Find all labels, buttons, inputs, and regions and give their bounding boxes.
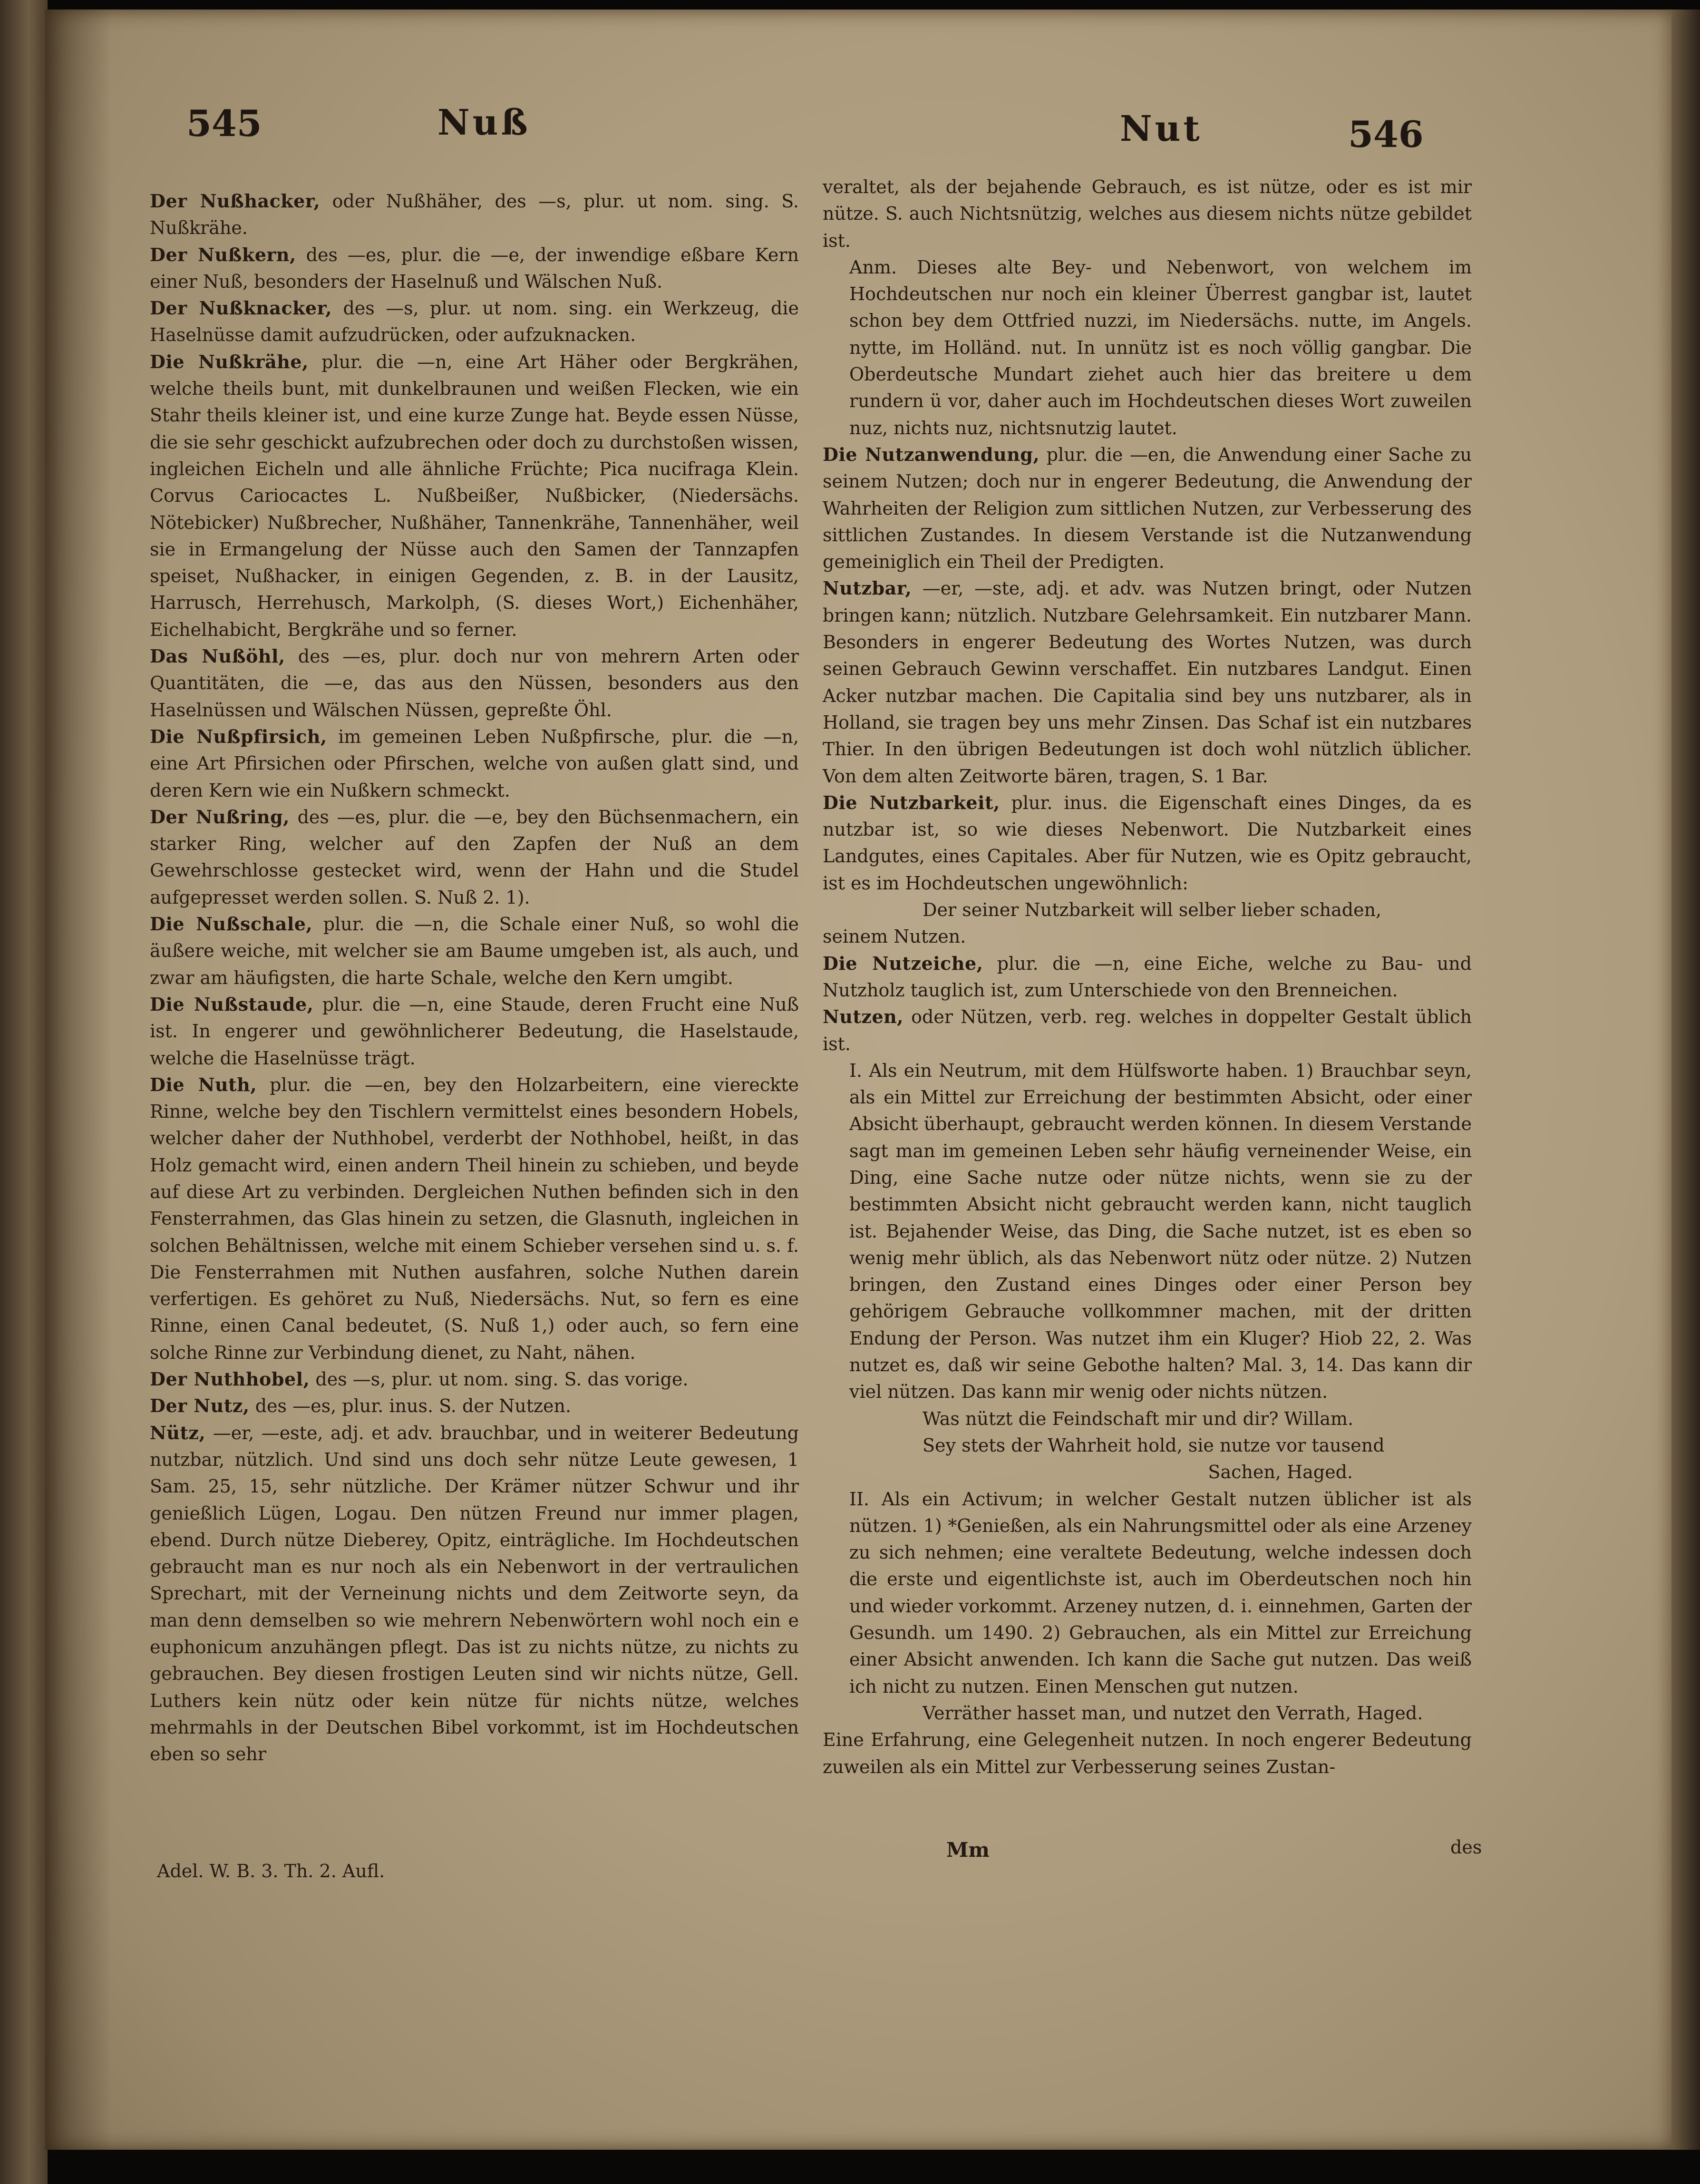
entry-body: plur. inus. die Eigenschaft eines Dinges, da es nutzbar ist, so wie dieses Nebenwort. Die Nutzbarkeit eines Landgutes, eines Capitales. Aber für Nutzen, wie es Opitz gebraucht, ist es im Hochdeutschen ungewöhnlich: bbox=[823, 792, 1472, 894]
lemma: Nutzbar, bbox=[823, 577, 912, 599]
verse-quote: Sey stets der Wahrheit hold, sie nutze vor tausend bbox=[923, 1434, 1385, 1456]
verse-quote: Sachen, Haged. bbox=[1208, 1462, 1353, 1483]
sense-paragraph: II. Als ein Activum; in welcher Gestalt nutzen üblicher ist als nützen. 1) *Genießen, als ein Nahrungsmittel oder als eine Arzeney zu sich nehmen; eine veraltete Bedeutung, welche indessen doch die erste und eigentlichste ist, auch im Oberdeutschen noch hin und wieder vorkommt. Arzeney nutzen, d. i. einnehmen, Garten der Gesundh. um 1490. 2) Gebrauchen, als ein Mittel zur Erreichung einer Absicht anwenden. Ich kann die Sache gut nutzen. Das weiß ich nicht zu nutzen. Einen Menschen gut nutzen. bbox=[849, 1488, 1472, 1697]
lemma: Die Nußstaude, bbox=[150, 993, 314, 1015]
sense-paragraph: I. Als ein Neutrum, mit dem Hülfsworte haben. 1) Brauchbar seyn, als ein Mittel zur Erreichung der bestimmten Absicht, oder einer Absicht überhaupt, gebraucht werden können. In diesem Verstande sagt man im gemeinen Leben sehr häufig verneinender Weise, ein Ding, eine Sache nutze oder nütze nichts, wenn sie zu der bestimmten Absicht nicht gebraucht werden kann, nicht tauglich ist. Bejahender Weise, das Ding, die Sache nutzet, ist es eben so wenig mehr üblich, als das Nebenwort nütz oder nütze. 2) Nutzen bringen, den Zustand eines Dinges oder einer Person bey gehörigem Gebrauche vollkommner machen, mit der dritten Endung der Person. Was nutzet ihm ein Kluger? Hiob 22, 2. Was nutzet es, daß wir seine Gebothe halten? Mal. 3, 14. Das kann dir viel nützen. Das kann mir wenig oder nichts nützen. bbox=[849, 1060, 1472, 1403]
page-edge bbox=[1671, 10, 1700, 2150]
lemma: Der Nußkern, bbox=[150, 244, 296, 265]
entry-body: des —s, plur. ut nom. sing. S. das vorige. bbox=[315, 1369, 689, 1390]
lemma: Die Nußpfirsich, bbox=[150, 725, 327, 747]
dictionary-entry bbox=[150, 723, 799, 804]
dictionary-entry bbox=[823, 575, 1472, 789]
lemma: Der Nußknacker, bbox=[150, 297, 332, 319]
dictionary-entry bbox=[150, 1420, 799, 1768]
entry-body: des —es, plur. die —e, bey den Büchsenmachern, ein starker Ring, welcher auf den Zapfen der Nuß an dem Gewehrschlosse gestecket wird, wenn der Hahn und die Studel aufgepresset werden sollen. S. Nuß 2. 1). bbox=[150, 806, 799, 908]
verse-quote: Der seiner Nutzbarkeit will selber lieber schaden, bbox=[923, 899, 1382, 921]
entry-body: oder Nützen, verb. reg. welches in doppelter Gestalt üblich ist. bbox=[823, 1006, 1472, 1054]
lemma: Der Nutz, bbox=[150, 1395, 250, 1417]
lemma: Der Nuthhobel, bbox=[150, 1368, 310, 1390]
entry-body: —er, —este, adj. et adv. brauchbar, und in weiterer Bedeutung nutzbar, nützlich. Und sind uns doch sehr nütze Leute gewesen, 1 Sam. 25, 15, sehr nützliche. Der Krämer nützer Schwur und ihr genießlich Lügen, Logau. Den nützen Freund nur immer plagen, ebend. Durch nütze Dieberey, Opitz, einträgliche. Im Hochdeutschen gebraucht man es nur noch als ein Nebenwort in der vertraulichen Sprechart, mit der Verneinung nichts und dem Zeitworte seyn, da man denn demselben so wie mehrern Nebenwörtern wohl noch ein e euphonicum anzuhängen pflegt. Das ist zu nichts nütze, zu nichts zu gebrauchen. Bey diesen frostigen Leuten sind wir nichts nütze, Gell. Luthers kein nütz oder kein nütze für nichts nütze, welches mehrmahls in der Deutschen Bibel vorkommt, ist im Hochdeutschen eben so sehr bbox=[150, 1422, 799, 1765]
dictionary-entry bbox=[823, 950, 1472, 1004]
entry-body: des —es, plur. inus. S. der Nutzen. bbox=[255, 1395, 572, 1417]
entry-body: des —es, plur. doch nur von mehrern Arten oder Quantitäten, die —e, das aus den Nüssen, besonders aus den Haselnüssen und Wälschen Nüssen, gepreßte Öhl. bbox=[150, 646, 799, 721]
dictionary-entry bbox=[150, 349, 799, 643]
gathering-signature: Mm bbox=[946, 1838, 990, 1862]
verse-quote: Verräther hasset man, und nutzet den Verrath, Haged. bbox=[923, 1702, 1423, 1724]
entry-body: plur. die —n, eine Staude, deren Frucht eine Nuß ist. In engerer und gewöhnlicherer Bedeutung, die Haselstaude, welche die Haselnüsse trägt. bbox=[150, 994, 799, 1069]
lemma: Das Nußöhl, bbox=[150, 645, 285, 667]
right-page-number: 546 bbox=[1348, 113, 1424, 156]
dictionary-entry bbox=[150, 1366, 799, 1393]
entry-body: plur. die —en, die Anwendung einer Sache zu seinem Nutzen; doch nur in engerer Bedeutung, die Anwendung der Wahrheiten der Religion zum sittlichen Nutzen, zur Verbesserung des sittlichen Zustandes. In diesem Verstande ist die Nutzanwendung gemeiniglich ein Theil der Predigten. bbox=[823, 444, 1472, 573]
left-running-head: Nuß bbox=[437, 102, 531, 143]
left-column bbox=[150, 188, 799, 1768]
entry-body: plur. die —n, eine Art Häher oder Bergkrähen, welche theils bunt, mit dunkelbraunen und weißen Flecken, wie ein Stahr theils kleiner ist, und eine kurze Zunge hat. Beyde essen Nüsse, die sie sehr geschickt aufzubrechen oder doch zu durchstoßen wissen, ingleichen Eicheln und alle ähnliche Früchte; Pica nucifraga Klein. Corvus Cariocactes L. Nußbeißer, Nußbicker, (Niedersächs. Nötebicker) Nußbrecher, Nußhäher, Tannenkrähe, Tannenhäher, weil sie in Ermangelung der Nüsse auch den Samen der Tannzapfen speiset, Nußhacker, in einigen Gegenden, z. B. in der Lausitz, Harrusch, Herrehusch, Markolph, (S. dieses Wort,) Eichenhäher, Eichelhabicht, Bergkrähe und so ferner. bbox=[150, 351, 799, 640]
dictionary-entry bbox=[150, 911, 799, 991]
continued-text: veraltet, als der bejahende Gebrauch, es ist nütze, oder es ist mir nütze. S. auch Nichtsnützig, welches aus diesem nichts nütze gebildet ist. bbox=[823, 176, 1472, 251]
dictionary-entry bbox=[823, 1004, 1472, 1057]
catchword: des bbox=[1450, 1837, 1482, 1858]
annotation: Anm. Dieses alte Bey- und Nebenwort, von welchem im Hochdeutschen nur noch ein kleiner Überrest gangbar ist, lautet schon bey dem Ottfried nuzzi, im Niedersächs. nutte, im Angels. nytte, im Holländ. nut. In unnütz ist es noch völlig gangbar. Die Oberdeutsche Mundart ziehet auch hier das breitere u dem rundern ü vor, daher auch im Hochdeutschen dieses Wort zuweilen nuz, nichts nuz, nichtsnutzig lautet. bbox=[849, 256, 1472, 439]
entry-body: des —es, plur. die —e, der inwendige eßbare Kern einer Nuß, besonders der Haselnuß und Wälschen Nuß. bbox=[150, 244, 799, 292]
continued-text: seinem Nutzen. bbox=[823, 926, 966, 947]
dictionary-entry bbox=[150, 295, 799, 349]
volume-signature-note: Adel. W. B. 3. Th. 2. Aufl. bbox=[157, 1861, 385, 1882]
lemma: Die Nutzbarkeit, bbox=[823, 791, 1000, 813]
right-column bbox=[823, 174, 1472, 1780]
dictionary-entry bbox=[150, 804, 799, 911]
lemma: Die Nutzeiche, bbox=[823, 952, 983, 974]
lemma: Die Nußschale, bbox=[150, 913, 313, 935]
lemma: Die Nutzanwendung, bbox=[823, 443, 1040, 465]
gutter-shadow bbox=[45, 10, 112, 2150]
lemma: Die Nuth, bbox=[150, 1073, 257, 1095]
entry-body: plur. die —n, eine Eiche, welche zu Bau- und Nutzholz tauglich ist, zum Unterschiede von den Brenneichen. bbox=[823, 953, 1472, 1001]
dictionary-entry bbox=[823, 441, 1472, 575]
left-page-number: 545 bbox=[186, 102, 262, 145]
lemma: Nütz, bbox=[150, 1422, 206, 1443]
lemma: Die Nußkrähe, bbox=[150, 351, 309, 372]
verse-quote: Was nützt die Feindschaft mir und dir? Willam. bbox=[923, 1408, 1354, 1429]
previous-leaf-edge bbox=[0, 0, 48, 2184]
dictionary-entry bbox=[150, 1072, 799, 1366]
entry-body: plur. die —n, die Schale einer Nuß, so wohl die äußere weiche, mit welcher sie am Baume umgeben ist, als auch, und zwar am häufigsten, die harte Schale, welche den Kern umgibt. bbox=[150, 914, 799, 988]
dictionary-entry bbox=[150, 242, 799, 295]
entry-body: oder Nußhäher, des —s, plur. ut nom. sing. S. Nußkrähe. bbox=[150, 191, 799, 239]
lemma: Nutzen, bbox=[823, 1006, 904, 1028]
entry-body: im gemeinen Leben Nußpfirsche, plur. die —n, eine Art Pfirsichen oder Pfirschen, welche von außen glatt sind, und deren Kern wie ein Nußkern schmeckt. bbox=[150, 726, 799, 801]
entry-body: plur. die —en, bey den Holzarbeitern, eine viereckte Rinne, welche bey den Tischlern vermittelst eines besondern Hobels, welcher daher der Nuthhobel, verderbt der Nothhobel, heißt, in das Holz gemacht wird, einen andern Theil hinein zu schieben, und beyde auf diese Art zu verbinden. Dergleichen Nuthen befinden sich in den Fensterrahmen, das Glas hinein zu setzen, die Glasnuth, ingleichen in solchen Behältnissen, welche mit einem Schieber versehen sind u. s. f. Die Fensterrahmen mit Nuthen ausfahren, solche Nuthen darein verfertigen. Es gehöret zu Nuß, Niedersächs. Nut, so fern es eine Rinne, einen Canal bedeutet, (S. Nuß 1,) oder auch, so fern eine solche Rinne zur Verbindung dienet, zu Naht, nähen. bbox=[150, 1074, 799, 1363]
right-running-head: Nut bbox=[1120, 108, 1203, 149]
entry-body: —er, —ste, adj. et adv. was Nutzen bringt, oder Nutzen bringen kann; nützlich. Nutzbare Gelehrsamkeit. Ein nutzbarer Mann. Besonders in engerer Bedeutung des Wortes Nutzen, was durch seinen Gebrauch Gewinn verschaffet. Ein nutzbares Landgut. Einen Acker nutzbar machen. Die Capitalia sind bey uns nutzbarer, als in Holland, sie tragen bey uns mehr Zinsen. Das Schaf ist ein nutzbares Thier. In den übrigen Bedeutungen ist doch wohl nützlich üblicher. Von dem alten Zeitworte bären, tragen, S. 1 Bar. bbox=[823, 578, 1472, 787]
lemma: Der Nußring, bbox=[150, 806, 290, 828]
dictionary-entry bbox=[150, 188, 799, 242]
dictionary-entry bbox=[150, 1393, 799, 1419]
entry-body: des —s, plur. ut nom. sing. ein Werkzeug, die Haselnüsse damit aufzudrücken, oder aufzuknacken. bbox=[150, 298, 799, 346]
lemma: Der Nußhacker, bbox=[150, 190, 321, 212]
dictionary-entry bbox=[150, 643, 799, 723]
dictionary-entry bbox=[823, 790, 1472, 897]
continued-text: Eine Erfahrung, eine Gelegenheit nutzen. In noch engerer Bedeutung zuweilen als ein Mittel zur Verbesserung seines Zustan- bbox=[823, 1729, 1472, 1777]
dictionary-entry bbox=[150, 991, 799, 1072]
